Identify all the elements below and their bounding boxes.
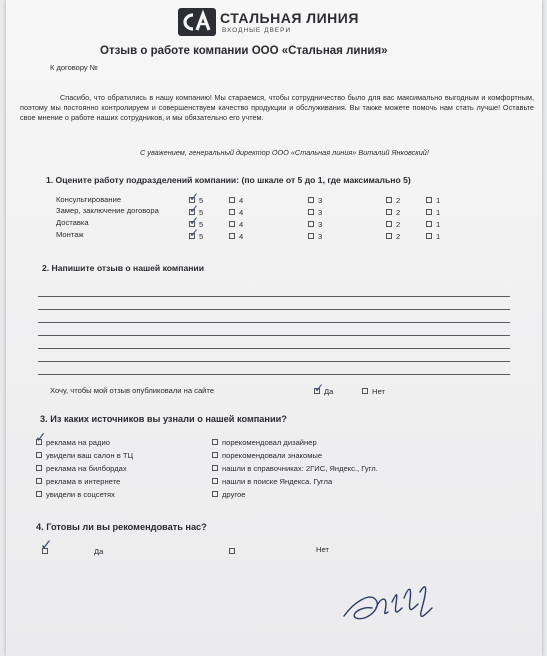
section4-heading: 4. Готовы ли вы рекомендовать нас?: [36, 522, 207, 532]
score-option[interactable]: 5: [189, 196, 203, 205]
score-option[interactable]: 3: [308, 196, 322, 205]
document-title: Отзыв о работе компании ООО «Стальная линия»: [100, 45, 388, 57]
handwritten-check-icon: ✓: [40, 536, 53, 554]
score-option[interactable]: 4: [229, 220, 243, 229]
score-option[interactable]: 5: [189, 208, 203, 217]
handwritten-check-icon: ✓: [189, 214, 200, 228]
score-option[interactable]: 1: [426, 220, 440, 229]
score-option[interactable]: 3: [308, 220, 322, 229]
source-option[interactable]: нашли в справочниках: 2ГИС, Яндекс., Гугл.: [212, 464, 378, 473]
handwritten-check-icon: ✓: [314, 381, 325, 395]
score-option[interactable]: 2: [386, 208, 400, 217]
recommend-yes-label: Да: [94, 547, 104, 556]
handwritten-check-icon: ✓: [189, 190, 200, 204]
rating-row-label: Замер, заключение договора: [56, 206, 159, 215]
section1-heading: 1. Оцените работу подразделений компании: (по шкале от 5 до 1, где максимально 5): [46, 175, 411, 185]
source-option[interactable]: реклама на радио: [36, 438, 110, 447]
score-option[interactable]: 4: [229, 196, 243, 205]
rating-row-label: Монтаж: [56, 230, 84, 239]
brand-subtitle: ВХОДНЫЕ ДВЕРИ: [222, 27, 292, 34]
contract-number-label: К договору №: [50, 63, 98, 72]
publish-no-option[interactable]: Нет: [362, 387, 385, 396]
score-option[interactable]: 5: [189, 232, 203, 241]
source-option[interactable]: другое: [212, 490, 245, 499]
rating-row-label: Доставка: [56, 218, 89, 227]
intro-paragraph: Спасибо, что обратились в нашу компанию! Мы стараемся, чтобы сотрудничество было для вас максимально выгодным и комфортным, поэтому мы постоянно контролируем и совершенствуем качество продукции и обслуживания. Вы также можете помочь нам стать лучше! Оставьте свое мнение о работе наших сотрудников, и мы обязательно его учтем.: [20, 93, 534, 122]
handwritten-signature-icon: [336, 572, 446, 632]
recommend-no-option[interactable]: [229, 547, 239, 556]
sl-logo-icon: [178, 8, 216, 36]
score-option[interactable]: 4: [229, 208, 243, 217]
handwritten-check-icon: ✓: [189, 226, 200, 240]
brand-name: СТАЛЬНАЯ ЛИНИЯ: [220, 10, 359, 26]
feedback-form-sheet: [6, 0, 542, 656]
publish-question: Хочу, чтобы мой отзыв опубликовали на сайте: [50, 386, 215, 395]
score-option[interactable]: 2: [386, 196, 400, 205]
score-option[interactable]: 2: [386, 220, 400, 229]
handwritten-check-icon: ✓: [35, 430, 47, 446]
score-option[interactable]: 4: [229, 232, 243, 241]
score-option[interactable]: 3: [308, 208, 322, 217]
source-option[interactable]: увидели в соцсетях: [36, 490, 115, 499]
score-option[interactable]: 5: [189, 220, 203, 229]
source-option[interactable]: нашли в поиске Яндекса. Гугла: [212, 477, 332, 486]
source-option[interactable]: увидели ваш салон в ТЦ: [36, 451, 133, 460]
publish-yes-option[interactable]: Да: [314, 387, 333, 396]
score-option[interactable]: 2: [386, 232, 400, 241]
source-option[interactable]: реклама в интернете: [36, 477, 120, 486]
handwritten-check-icon: ✓: [189, 202, 200, 216]
score-option[interactable]: 1: [426, 232, 440, 241]
section2-heading: 2. Напишите отзыв о нашей компании: [42, 263, 204, 273]
source-option[interactable]: порекомендовали знакомые: [212, 451, 322, 460]
score-option[interactable]: 1: [426, 196, 440, 205]
score-option[interactable]: 1: [426, 208, 440, 217]
source-option[interactable]: реклама на билбордах: [36, 464, 127, 473]
section3-heading: 3. Из каких источников вы узнали о нашей компании?: [40, 414, 287, 424]
recommend-no-label: Нет: [316, 545, 329, 554]
source-option[interactable]: порекомендовал дизайнер: [212, 438, 317, 447]
director-signoff: С уважением, генеральный директор ООО «Стальная линия» Виталий Янковский!: [140, 148, 429, 157]
rating-row-label: Консультирование: [56, 195, 122, 204]
score-option[interactable]: 3: [308, 232, 322, 241]
